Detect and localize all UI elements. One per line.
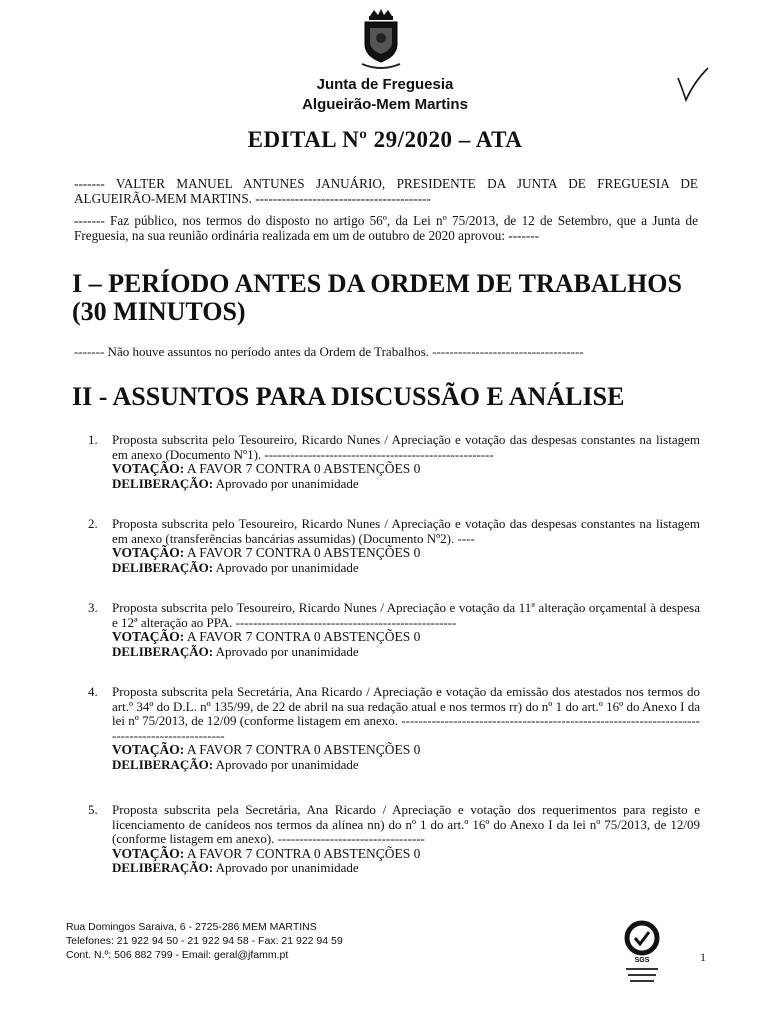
section-2-heading: II - ASSUNTOS PARA DISCUSSÃO E ANÁLISE	[72, 382, 625, 411]
item-vote	[112, 743, 700, 758]
page-number: 1	[700, 950, 706, 964]
deliberation-value: Aprovado por unanimidade	[215, 860, 359, 875]
item-text: Proposta subscrita pela Secretária, Ana Ricardo / Apreciação e votação dos requerimentos para registo e licenciamento de canídeos nos termos da alínea nn) do nº 1 do art.º 16º do Anexo I da lei nº 75/2013, de 12/09 (conforme listagem em anexo). ----------------------------------	[112, 802, 700, 846]
vote-label: VOTAÇÃO:	[112, 742, 185, 757]
item-deliberation	[112, 758, 700, 773]
org-name-line1: Junta de Freguesia	[316, 76, 454, 93]
item-number: 1.	[88, 432, 98, 447]
org-name-line2: Algueirão-Mem Martins	[302, 96, 468, 113]
vote-label: VOTAÇÃO:	[112, 845, 185, 861]
item-deliberation	[112, 861, 700, 876]
deliberation-label: DELIBERAÇÃO:	[112, 756, 214, 772]
deliberation-value: Aprovado por unanimidade	[215, 475, 359, 491]
footer-address: Rua Domingos Saraiva, 6 - 2725-286 MEM MARTINS	[66, 921, 317, 933]
item-vote	[112, 546, 700, 561]
footer-contact-email: Cont. N.º: 506 882 799 - Email: geral@jfamm.pt	[66, 949, 289, 961]
deliberation-label: DELIBERAÇÃO:	[112, 559, 214, 575]
item-text: Proposta subscrita pela Secretária, Ana Ricardo / Apreciação e votação da emissão dos atestados nos termos do art.º 34º do D.L. nº 135/99, de 22 de abril na sua redação atual e nos termos rr) do nº 1 do art.º 16º do Anexo I da lei nº 75/2013, de 12/09 (conforme listagem em anexo. -----------------------------------------------------------------------------------------------	[112, 684, 700, 743]
list-item	[88, 517, 700, 575]
item-number: 3.	[88, 600, 98, 615]
item-number: 4.	[88, 684, 98, 699]
coat-of-arms-logo	[358, 8, 404, 70]
footer-contact	[66, 920, 343, 962]
item-deliberation	[112, 561, 700, 576]
list-item	[88, 803, 700, 876]
footer-phones: Telefones: 21 922 94 50 - 21 922 94 58 - Fax: 21 922 94 59	[66, 935, 343, 947]
intro-public-notice: ------- Faz público, nos termos do disposto no artigo 56º, da Lei nº 75/2013, de 12 de Setembro, que a Junta de Freguesia, na sua reunião ordinária realizada em um de outubro de 2020 aprovou: -------	[74, 213, 698, 243]
item-deliberation	[112, 645, 700, 660]
intro-president: ------- VALTER MANUEL ANTUNES JANUÁRIO, PRESIDENTE DA JUNTA DE FREGUESIA DE ALGUEIRÃO-MEM MARTINS. ----------------------------------------	[74, 176, 698, 206]
vote-value: A FAVOR 7 CONTRA 0 ABSTENÇÕES 0	[186, 742, 421, 757]
list-item	[88, 433, 700, 491]
item-text: Proposta subscrita pelo Tesoureiro, Ricardo Nunes / Apreciação e votação das despesas constantes na listagem em anexo (transferências bancárias assumidas) (Documento Nº2). ----	[112, 516, 700, 546]
item-number: 5.	[88, 802, 98, 817]
vote-label: VOTAÇÃO:	[112, 629, 185, 644]
item-vote	[112, 462, 700, 477]
vote-value: A FAVOR 7 CONTRA 0 ABSTENÇÕES 0	[186, 461, 421, 476]
item-number: 2.	[88, 516, 98, 531]
item-vote	[112, 847, 700, 862]
vote-label: VOTAÇÃO:	[112, 461, 185, 476]
item-text: Proposta subscrita pelo Tesoureiro, Ricardo Nunes / Apreciação e votação da 11ª alteração orçamental à despesa e 12ª alteração ao PPA. ---------------------------------------------------	[112, 600, 700, 630]
section-1-note: ------- Não houve assuntos no período antes da Ordem de Trabalhos. -----------------------------------	[74, 344, 584, 359]
deliberation-value: Aprovado por unanimidade	[215, 756, 359, 772]
handwritten-check-mark-icon	[672, 66, 712, 106]
cert-label: SGS	[634, 957, 650, 964]
document-title: EDITAL Nº 29/2020 – ATA	[247, 127, 523, 152]
deliberation-value: Aprovado por unanimidade	[215, 643, 359, 659]
deliberation-label: DELIBERAÇÃO:	[112, 643, 214, 659]
vote-label: VOTAÇÃO:	[112, 545, 185, 560]
vote-value: A FAVOR 7 CONTRA 0 ABSTENÇÕES 0	[186, 629, 421, 644]
certification-seal-icon	[618, 918, 666, 988]
deliberation-label: DELIBERAÇÃO:	[112, 860, 214, 875]
deliberation-value: Aprovado por unanimidade	[215, 559, 359, 575]
list-item	[88, 685, 700, 772]
section-1-heading: I – PERÍODO ANTES DA ORDEM DE TRABALHOS (30 MINUTOS)	[72, 269, 682, 326]
item-text: Proposta subscrita pelo Tesoureiro, Ricardo Nunes / Apreciação e votação das despesas constantes na listagem em anexo (Documento Nº1). -----------------------------------------------------	[112, 432, 700, 462]
item-deliberation	[112, 477, 700, 492]
item-vote	[112, 630, 700, 645]
deliberation-label: DELIBERAÇÃO:	[112, 475, 214, 491]
list-item	[88, 601, 700, 659]
vote-value: A FAVOR 7 CONTRA 0 ABSTENÇÕES 0	[186, 545, 421, 560]
vote-value: A FAVOR 7 CONTRA 0 ABSTENÇÕES 0	[186, 845, 421, 861]
